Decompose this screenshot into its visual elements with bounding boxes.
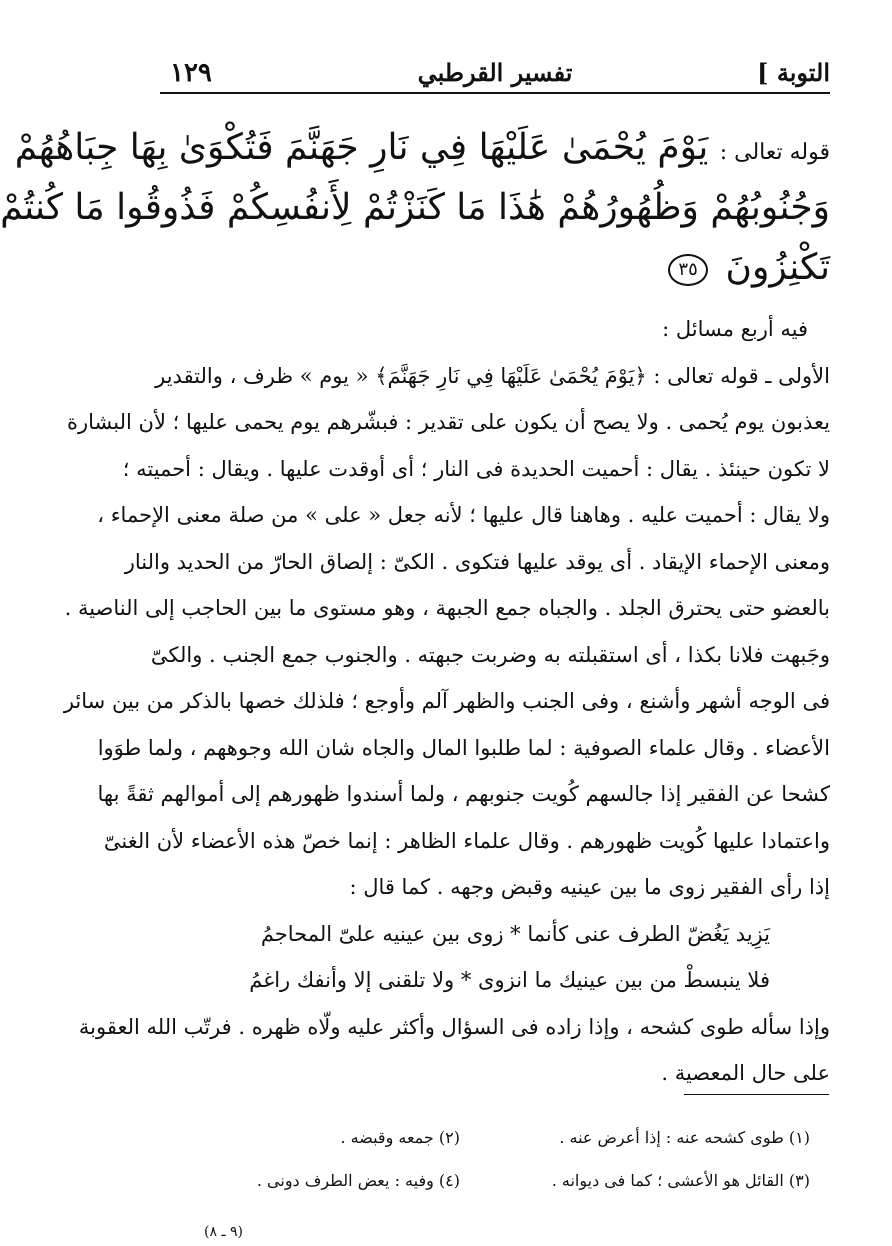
verse-line-2: وَجُنُوبُهُمْ وَظُهُورُهُمْ هَٰذَا مَا كَنَزْتُمْ لِأَنفُسِكُمْ فَذُوقُوا مَا كُنتُمْ <box>0 187 830 228</box>
text-line: إذا رأى الفقير زوى ما بين عينيه وقبض وجهه . كما قال : <box>349 875 830 899</box>
text-line: ولا يقال : أحميت عليه . وهاهنا قال عليها ؛ لأنه جعل « على » من صلة معنى الإحماء ، <box>97 503 830 527</box>
verse-line-1 <box>14 118 830 178</box>
verse-text-1: يَوْمَ يُحْمَىٰ عَلَيْهَا فِي نَارِ جَهَنَّمَ فَتُكْوَىٰ بِهَا جِبَاهُهُمْ <box>14 127 709 168</box>
footnote-1: (١) طوى كشحه عنه : إذا أعرض عنه . <box>559 1128 810 1147</box>
footnote-3: (٣) القائل هو الأعشى ؛ كما فى ديوانه . <box>551 1171 810 1190</box>
footnote-4: (٤) وفيه : يعض الطرف دونى . <box>256 1171 460 1190</box>
text-line: فيه أربع مسائل : <box>662 317 808 341</box>
commentary-body <box>63 306 830 1097</box>
book-title: تفسير القرطبي <box>417 58 573 87</box>
text-line: الأولى ـ قوله تعالى : ﴿يَوْمَ يُحْمَىٰ عَلَيْهَا فِي نَارِ جَهَنَّمَ﴾ « يوم » ظرف ، والتقدير <box>155 363 830 388</box>
ayah-number-mark: ٣٥ <box>668 254 708 286</box>
text-line: ومعنى الإحماء الإيقاد . أى يوقد عليها فتكوى . الكىّ : إلصاق الحارّ من الحديد والنار <box>124 549 830 574</box>
text-line: كشحا عن الفقير إذا جالسهم كُويت جنوبهم ، ولما أسندوا ظهورهم إلى أموالهم ثقةً بها <box>97 782 830 806</box>
text-line: فى الوجه أشهر وأشنع ، وفى الجنب والظهر آلم وأوجع ؛ فلذلك خصها بالذكر من بين سائر <box>63 689 830 713</box>
text-line: وإذا سأله طوى كشحه ، وإذا زاده فى السؤال وأكثر عليه ولّاه ظهره . فرتّب الله العقوبة <box>78 1014 830 1039</box>
running-header <box>160 44 830 92</box>
text-line: لا تكون حينئذ . يقال : أحميت الحديدة فى النار ؛ أى أوقدت عليها . ويقال : أحميته ؛ <box>122 456 830 481</box>
quran-verse <box>0 118 830 298</box>
header-rule <box>160 92 830 94</box>
text-line: بالعضو حتى يحترق الجلد . والجباه جمع الجبهة ، وهو مستوى ما بين الحاجب إلى الناصية . <box>64 596 830 620</box>
verse-intro: قوله تعالى : <box>719 140 830 165</box>
text-line: الأعضاء . وقال علماء الصوفية : لما طلبوا المال والجاه شان الله وجوههم ، ولما طوَوا <box>97 735 830 760</box>
printer-signature: (٩ ـ ٨) <box>204 1224 244 1240</box>
footnote-rule <box>684 1094 829 1095</box>
footnote-2: (٢) جمعه وقبضه . <box>340 1128 460 1147</box>
page-number: ١٢٩ <box>170 58 212 88</box>
text-line: على حال المعصية . <box>661 1061 830 1085</box>
surah-label: التوبة ] <box>757 58 830 87</box>
poem-verse: فلا ينبسطْ من بين عينيك ما انزوى * ولا تلقنى إلا وأنفك راغمُ <box>249 968 770 992</box>
poem <box>160 911 830 1004</box>
text-line: وجَبهت فلانا بكذا ، أى استقبلته به وضربت جبهته . والجنوب جمع الجنب . والكىّ <box>150 642 830 667</box>
poem-verse: يَزِيد يَغُضّ الطرف عنى كأنما * زوى بين عينيه علىّ المحاجمُ <box>260 921 770 946</box>
text-line: يعذبون يوم يُحمى . ولا يصح أن يكون على تقدير : فبشّرهم يوم يحمى عليها ؛ لأن البشارة <box>67 410 830 434</box>
verse-text-3: تَكْنِزُونَ <box>725 247 830 288</box>
verse-line-3 <box>160 238 830 298</box>
text-line: واعتمادا عليها كُويت ظهورهم . وقال علماء الظاهر : إنما خصّ هذه الأعضاء لأن الغنىّ <box>103 828 830 853</box>
